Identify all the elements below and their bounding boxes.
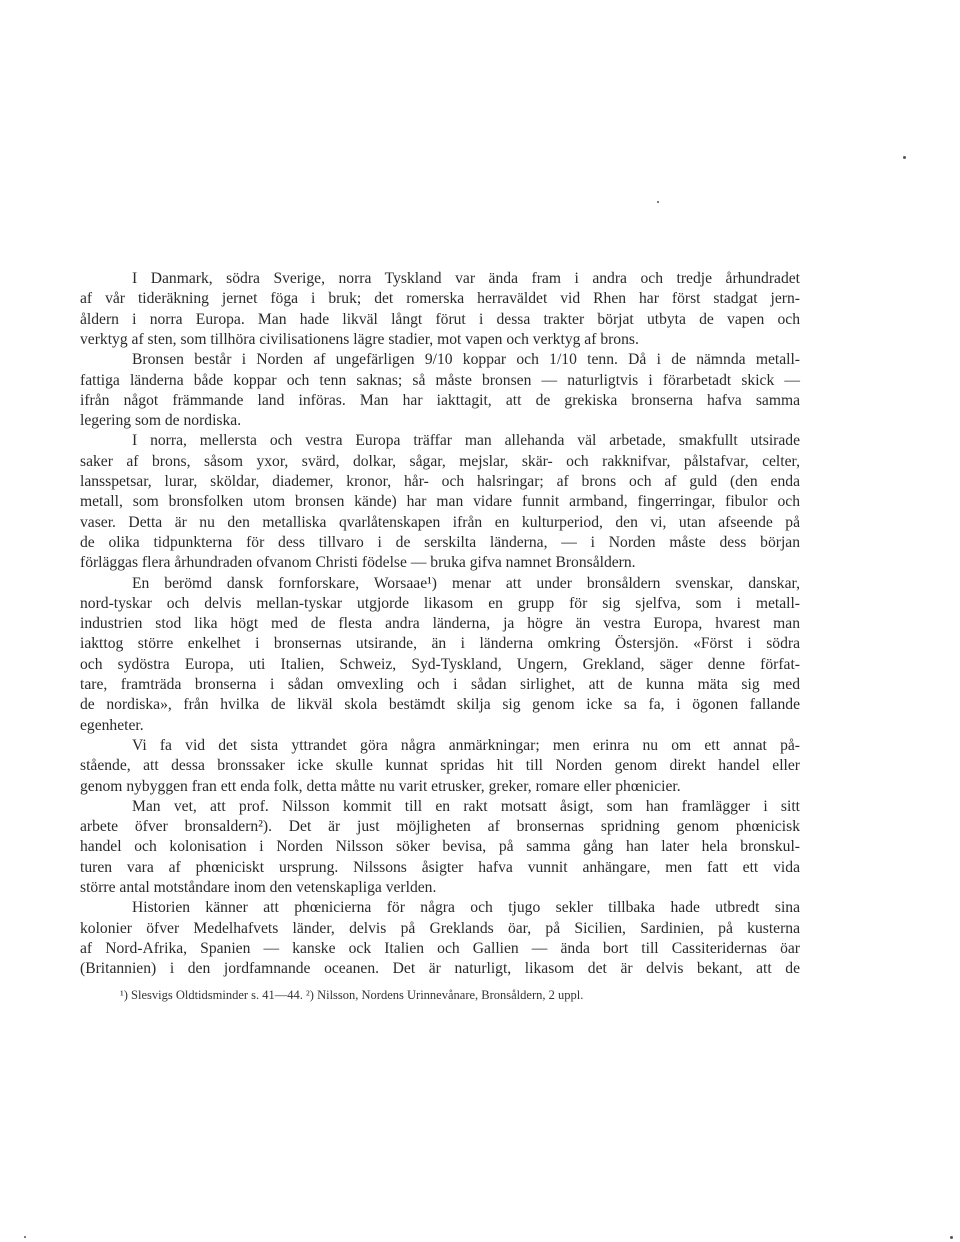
text-line: verktyg af sten, som tillhöra civilisationens lägre stadier, mot vapen och verktyg af brons.	[80, 330, 639, 348]
text-line: arbete öfver bronsaldern²). Det är just möjligheten af bronsernas spridning genom phœnicisk	[80, 818, 800, 836]
text-line: I norra, mellersta och vestra Europa träffar man allehanda väl arbetade, smakfullt utsirade	[132, 432, 800, 450]
text-line: större antal motståndare inom den vetenskapliga verlden.	[80, 879, 437, 896]
text-line: och sydöstra Europa, uti Italien, Schweiz, Syd-Tyskland, Ungern, Grekland, säger denne förfat-	[80, 655, 800, 673]
text-line: Vi fa vid det sista yttrandet göra några anmärkningar; men erinra nu om ett annat på-	[132, 736, 800, 754]
text-line: Historien känner att phœnicierna för några och tjugo sekler tillbaka hade utbredt sina	[132, 899, 800, 917]
text-line: vaser. Detta är nu den metalliska qvarlåtenskapen ifrån en kulturperiod, den vi, utan afseende på	[80, 513, 800, 531]
footnotes: ¹) Slesvigs Oldtidsminder s. 41—44. ²) Nilsson, Nordens Urinnevånare, Bronsåldern, 2 uppl.	[120, 988, 584, 1002]
text-line: (Britannien) i den jordfamnande oceanen. Det är naturligt, likasom det är delvis bekant, att de	[80, 960, 800, 978]
text-line: turen vara af phœniciskt ursprung. Nilssons åsigter hafva vunnit anhängare, men fatt ett vida	[80, 858, 800, 876]
text-line: egenheter.	[80, 716, 144, 734]
text-line: metall, som bronsfolken utom bronsen kände) har man vidare funnit armband, fingerringar, fibulor och	[80, 493, 800, 511]
text-line: förläggas flera århundraden ofvanom Christi födelse — bruka gifva namnet Bronsåldern.	[80, 554, 636, 572]
text-line: åldern i norra Europa. Man hade likväl långt förut i dessa trakter börjat utbyta de vapen och	[80, 310, 800, 328]
text-line: industrien stod lika högt med de flesta andra länderna, ja högre än vestra Europa, hvarest man	[80, 615, 800, 633]
text-line: tare, framträda bronserna i sådan omvexling och i sådan sirlighet, att de kunna mäta sig med	[80, 676, 800, 693]
text-line: de olika tidpunkterna för dess tillvaro i de serskilta länderna, — i Norden måste dess början	[80, 533, 800, 551]
text-line: af Nord-Afrika, Spanien — kanske ock Italien och Gallien — ända bort till Cassiteridernas öar	[80, 939, 800, 957]
text-line: stående, att dessa bronssaker icke skulle kunnat spridas hit till Norden genom direkt handel eller	[80, 757, 800, 775]
text-line: iakttog större enkelhet i bronsernas utsirande, än i länderna omkring Östersjön. «Först i södra	[80, 635, 800, 653]
text-line: fattiga länderna både koppar och tenn saknas; så måste bronsen — naturligtvis i förarbetadt skick —	[80, 371, 800, 389]
text-line: saker af brons, såsom yxor, svärd, dolkar, sågar, mejslar, skär- och rakknifvar, pålstafvar, celter,	[80, 452, 800, 470]
text-line: ifrån något främmande land införas. Man har iakttagit, att de grekiska bronserna hafva samma	[80, 391, 800, 409]
text-line: handel och kolonisation i Norden Nilsson söker bevisa, på samma gång han later hela bronskul-	[80, 838, 800, 856]
text-line: Bronsen består i Norden af ungefärligen 9/10 koppar och 1/10 tenn. Då i de nämnda metall-	[132, 351, 800, 369]
text-line: I Danmark, södra Sverige, norra Tyskland var ända fram i andra och tredje århundradet	[132, 270, 800, 287]
text-line: lansspetsar, lurar, sköldar, diademer, kronor, hår- och halsringar; af brons och af guld (den enda	[80, 473, 800, 490]
text-line: Man vet, att prof. Nilsson kommit till en rakt motsatt åsigt, som han framlägger i sitt	[132, 797, 800, 815]
text-line: genom nybyggen fran ett enda folk, detta måtte nu varit etrusker, greker, romare eller phœnicier.	[80, 777, 681, 795]
text-line: En berömd dansk fornforskare, Worsaae¹) menar att under bronsåldern svenskar, danskar,	[132, 574, 800, 592]
ink-speck	[24, 1236, 26, 1238]
text-line: nord-tyskar och delvis mellan-tyskar utgjorde likasom en grupp för sig sjelfva, som i metall-	[80, 594, 800, 612]
text-line: kolonier öfver Medelhafvets länder, delvis på Greklands öar, på Sicilien, Sardinien, på kusterna	[80, 919, 800, 937]
ink-speck	[657, 201, 659, 203]
text-line: de nordiska», från hvilka de likväl skola bestämdt skilja sig genom icke sa fa, i ögonen fallande	[80, 696, 800, 714]
text-line: legering som de nordiska.	[80, 412, 242, 430]
text-line: af vår tideräkning jernet föga i bruk; det romerska herraväldet vid Rhen har först stadgat jern-	[80, 290, 800, 308]
ink-speck	[950, 1236, 953, 1239]
ink-speck	[903, 156, 906, 159]
